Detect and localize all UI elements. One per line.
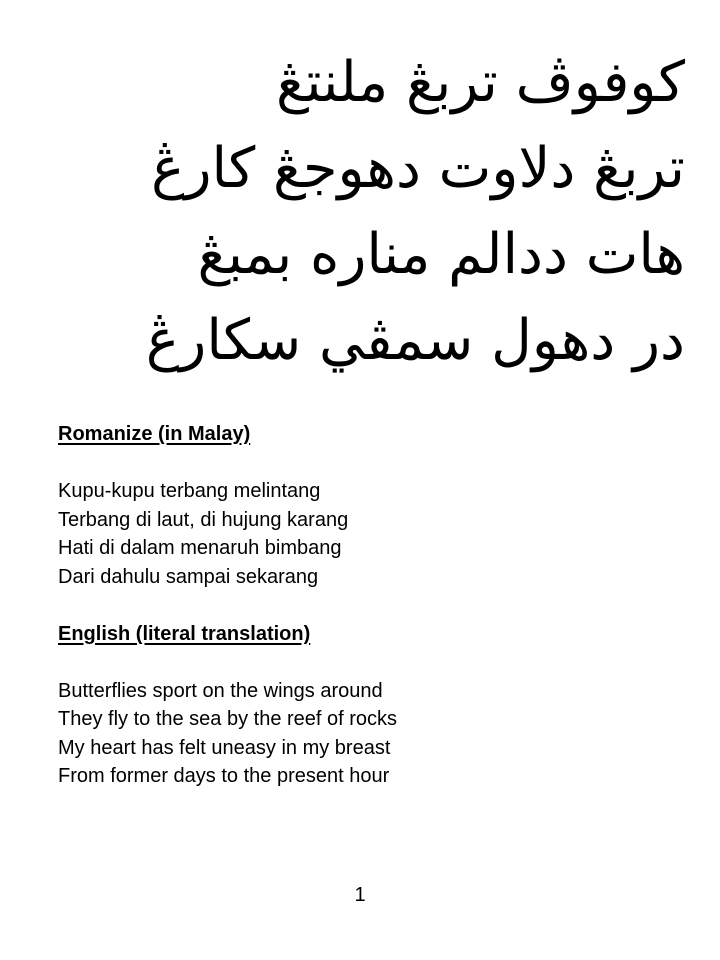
english-line: Butterflies sport on the wings around <box>58 679 383 702</box>
jawi-line: هات ددالم مناره بمبڠ <box>197 222 685 287</box>
romanize-line: Kupu-kupu terbang melintang <box>58 480 321 502</box>
jawi-line: كوفوڤ تربڠ ملنتڠ <box>276 50 685 115</box>
english-line: From former days to the present hour <box>58 765 390 787</box>
page-number: 1 <box>354 884 366 906</box>
jawi-verse <box>145 40 685 400</box>
romanize-line: Terbang di laut, di hujung karang <box>58 508 349 531</box>
romanize-heading: Romanize (in Malay) <box>58 423 251 445</box>
jawi-line: در دهول سمڤي سكارڠ <box>145 308 685 373</box>
spacer <box>58 591 678 620</box>
spacer <box>58 449 678 478</box>
english-line: My heart has felt uneasy in my breast <box>58 736 391 759</box>
jawi-line: تربڠ دلاوت دهوجڠ كارڠ <box>151 136 685 201</box>
english-line: They fly to the sea by the reef of rocks <box>58 708 398 730</box>
english-heading: English (literal translation) <box>58 622 311 645</box>
romanize-line: Hati di dalam menaruh bimbang <box>58 537 342 559</box>
translation-section <box>58 420 678 791</box>
spacer <box>58 648 678 677</box>
romanize-line: Dari dahulu sampai sekarang <box>58 565 319 588</box>
